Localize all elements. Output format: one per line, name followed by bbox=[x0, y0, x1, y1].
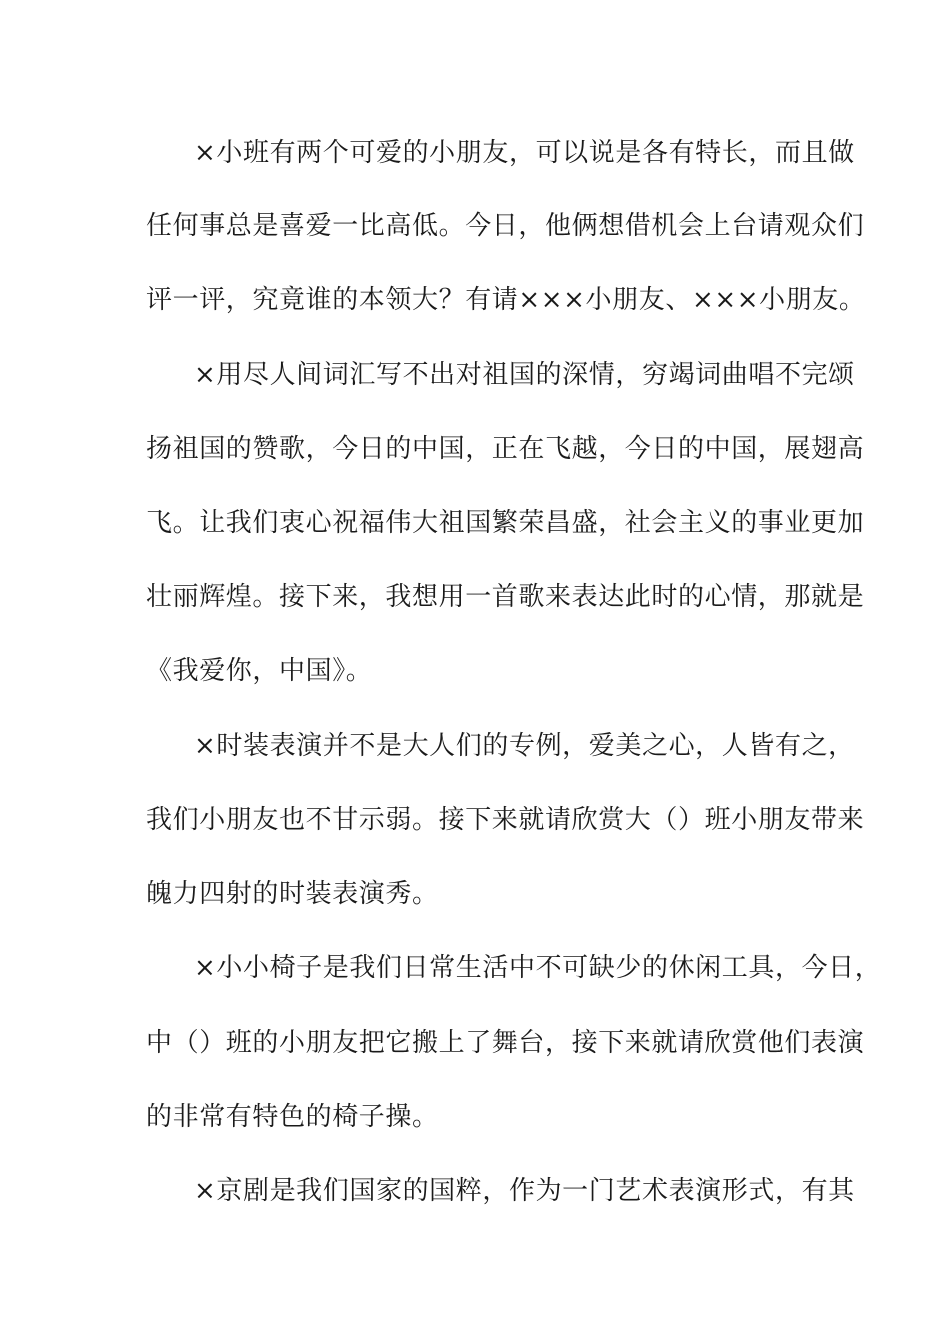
paragraph-4-line-1: ×小小椅子是我们日常生活中不可缺少的休闲工具，今日， bbox=[194, 953, 882, 983]
paragraph-3-line-1: ×时装表演并不是大人们的专例，爱美之心，人皆有之， bbox=[194, 731, 855, 761]
paragraph-5-line-1: ×京剧是我们国家的国粹，作为一门艺术表演形式，有其 bbox=[194, 1176, 855, 1206]
paragraph-3-line-3: 魄力四射的时装表演秀。 bbox=[146, 879, 439, 909]
paragraph-2-line-2: 扬祖国的赞歌，今日的中国，正在飞越，今日的中国，展翅高 bbox=[146, 434, 865, 464]
paragraph-2-line-5: 《我爱你，中国》。 bbox=[146, 656, 373, 686]
paragraph-2-line-1: ×用尽人间词汇写不出对祖国的深情，穷竭词曲唱不完颂 bbox=[194, 360, 855, 390]
paragraph-2-line-3: 飞。让我们衷心祝福伟大祖国繁荣昌盛，社会主义的事业更加 bbox=[146, 508, 865, 538]
paragraph-1-line-2: 任何事总是喜爱一比高低。今日，他俩想借机会上台请观众们 bbox=[146, 211, 865, 241]
paragraph-2-line-4: 壮丽辉煌。接下来，我想用一首歌来表达此时的心情，那就是 bbox=[146, 582, 865, 612]
paragraph-3-line-2: 我们小朋友也不甘示弱。接下来就请欣赏大（）班小朋友带来 bbox=[146, 805, 865, 835]
paragraph-1-line-3: 评一评，究竟谁的本领大？有请×××小朋友、×××小朋友。 bbox=[146, 285, 866, 315]
paragraph-1-line-1: ×小班有两个可爱的小朋友，可以说是各有特长，而且做 bbox=[194, 138, 855, 168]
paragraph-4-line-2: 中（）班的小朋友把它搬上了舞台，接下来就请欣赏他们表演 bbox=[146, 1028, 865, 1058]
paragraph-4-line-3: 的非常有特色的椅子操。 bbox=[146, 1102, 439, 1132]
